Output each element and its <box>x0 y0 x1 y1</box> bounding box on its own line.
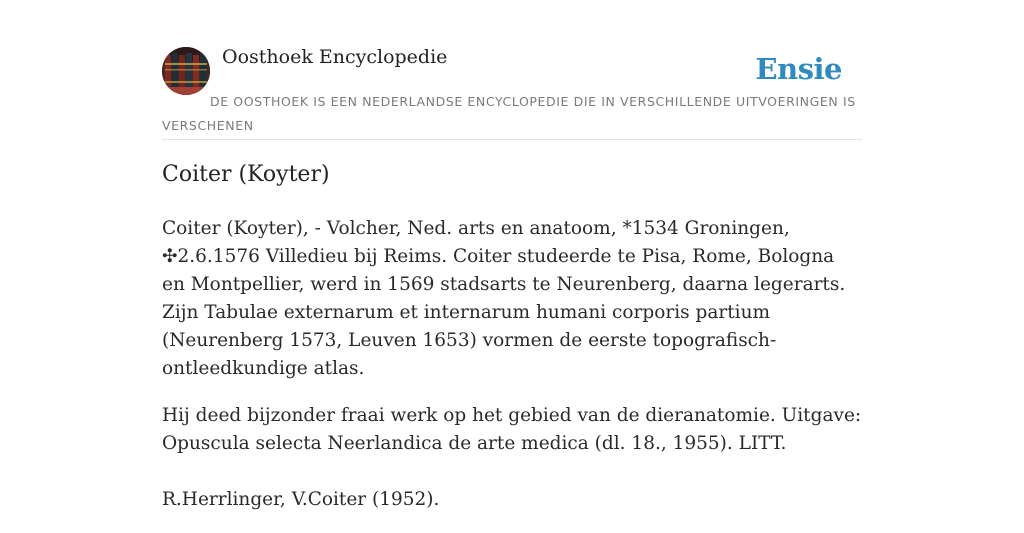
article-paragraph: R.Herrlinger, V.Coiter (1952). <box>162 489 440 510</box>
publication-avatar[interactable] <box>162 47 210 95</box>
publication-tagline: DE OOSTHOEK IS EEN NEDERLANDSE ENCYCLOPEDIE DIE IN VERSCHILLENDE UITVOERINGEN IS VERSCHENEN <box>162 94 856 133</box>
site-header <box>162 0 862 140</box>
article-paragraph: Hij deed bijzonder fraai werk op het gebied van de dieranatomie. Uitgave: Opuscula selecta Neerlandica de arte medica (dl. 18., 1955). LITT. <box>162 405 862 454</box>
page-container <box>162 0 862 510</box>
brand-logo-link[interactable]: Ensie <box>755 52 842 86</box>
book-spines-icon <box>162 47 210 95</box>
article-paragraph: Coiter (Koyter), - Volcher, Ned. arts en anatoom, *1534 Groningen, ✣2.6.1576 Villedieu bij Reims. Coiter studeerde te Pisa, Rome, Bologna en Montpellier, werd in 1569 stadsarts te Neurenberg, daarna legerarts. Zijn Tabulae externarum et internarum humani corporis partium (Neurenberg 1573, Leuven 1653) vormen de eerste topografisch-ontleedkundige atlas. <box>162 218 846 379</box>
publication-name-link[interactable]: Oosthoek Encyclopedie <box>222 46 448 68</box>
article-title: Coiter (Koyter) <box>162 162 330 187</box>
article-body <box>162 215 862 533</box>
